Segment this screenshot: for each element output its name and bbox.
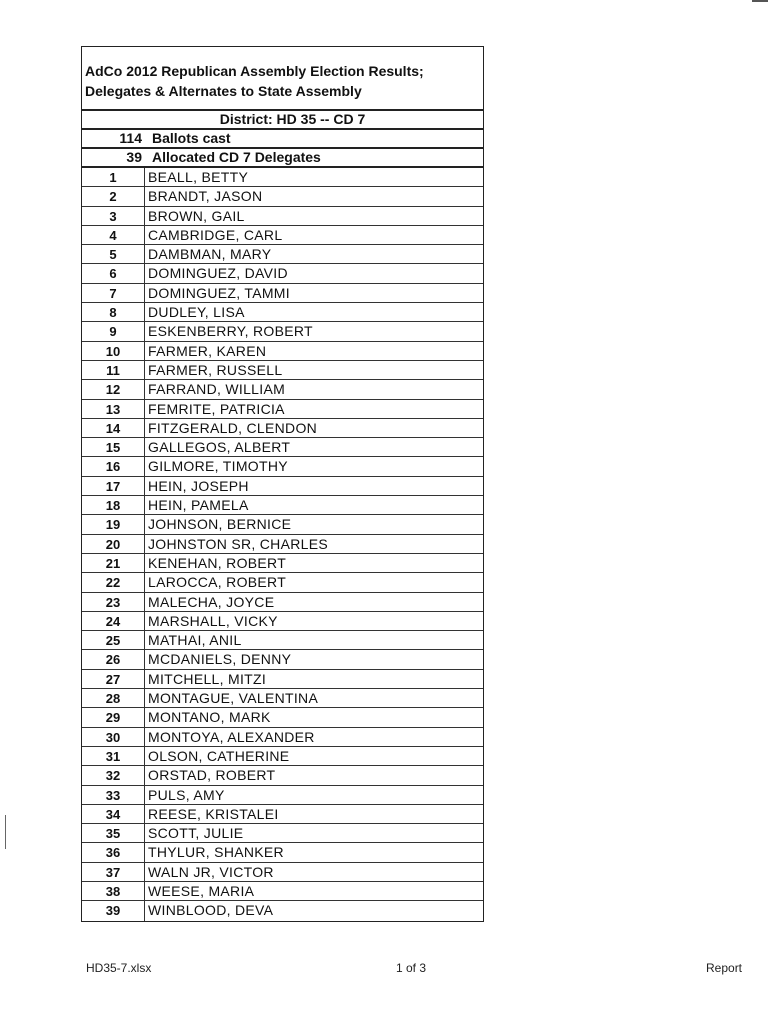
delegate-name: MONTANO, MARK <box>148 709 271 726</box>
table-row <box>82 824 483 843</box>
delegate-number: 21 <box>82 554 145 572</box>
table-row <box>82 187 483 206</box>
delegate-number: 30 <box>82 728 145 746</box>
delegate-name: CAMBRIDGE, CARL <box>148 226 283 243</box>
delegate-number: 36 <box>82 843 145 861</box>
delegate-name: FARRAND, WILLIAM <box>148 381 286 398</box>
table-row <box>82 593 483 612</box>
delegate-number: 3 <box>82 207 145 225</box>
delegate-name: DOMINGUEZ, TAMMI <box>148 284 290 301</box>
table-row <box>82 361 483 380</box>
delegate-number: 18 <box>82 496 145 514</box>
delegate-number: 9 <box>82 322 145 340</box>
delegate-name: WALN JR, VICTOR <box>148 863 274 880</box>
table-row <box>82 168 483 187</box>
table-row <box>82 342 483 361</box>
delegate-name: FITZGERALD, CLENDON <box>148 419 318 436</box>
table-row <box>82 689 483 708</box>
table-row <box>82 573 483 592</box>
delegate-name: FARMER, RUSSELL <box>148 361 283 378</box>
table-row <box>82 650 483 669</box>
delegate-number: 5 <box>82 245 145 263</box>
delegate-name: MALECHA, JOYCE <box>148 593 275 610</box>
delegate-name: LAROCCA, ROBERT <box>148 574 287 591</box>
delegate-number: 37 <box>82 863 145 881</box>
delegate-name: REESE, KRISTALEI <box>148 805 279 822</box>
delegate-name: FEMRITE, PATRICIA <box>148 400 285 417</box>
delegate-number: 4 <box>82 226 145 244</box>
table-row <box>82 747 483 766</box>
delegate-name: MITCHELL, MITZI <box>148 670 267 687</box>
delegate-number: 32 <box>82 766 145 784</box>
delegate-name: BRANDT, JASON <box>148 188 263 205</box>
table-row <box>82 264 483 283</box>
ballots-count: 114 <box>119 130 142 146</box>
delegate-number: 16 <box>82 457 145 475</box>
delegate-number: 12 <box>82 380 145 398</box>
table-row <box>82 322 483 341</box>
title-line-2: Delegates & Alternates to State Assembly <box>85 83 362 99</box>
footer-page-number: 1 of 3 <box>396 961 427 975</box>
district-header: District: HD 35 -- CD 7 <box>82 111 483 130</box>
table-row <box>82 670 483 689</box>
delegate-number: 2 <box>82 187 145 205</box>
title-line-1: AdCo 2012 Republican Assembly Election Results; <box>85 63 424 79</box>
delegate-number: 38 <box>82 882 145 900</box>
delegate-name: ESKENBERRY, ROBERT <box>148 323 313 340</box>
delegate-name: FARMER, KAREN <box>148 342 267 359</box>
delegate-name: MARSHALL, VICKY <box>148 612 278 629</box>
table-row <box>82 438 483 457</box>
table-row <box>82 766 483 785</box>
delegate-name: HEIN, PAMELA <box>148 497 249 514</box>
allocated-count: 39 <box>126 149 142 165</box>
delegate-number: 34 <box>82 805 145 823</box>
delegate-number: 24 <box>82 612 145 630</box>
delegate-number: 14 <box>82 419 145 437</box>
scan-side-mark <box>5 815 6 849</box>
table-row <box>82 612 483 631</box>
delegate-number: 25 <box>82 631 145 649</box>
delegate-number: 28 <box>82 689 145 707</box>
delegate-name: WEESE, MARIA <box>148 882 255 899</box>
delegate-name: BROWN, GAIL <box>148 207 245 224</box>
table-row <box>82 207 483 226</box>
delegate-name: KENEHAN, ROBERT <box>148 554 287 571</box>
delegate-name: MCDANIELS, DENNY <box>148 651 292 668</box>
table-row <box>82 380 483 399</box>
delegate-number: 11 <box>82 361 145 379</box>
table-row <box>82 477 483 496</box>
delegate-number: 39 <box>82 901 145 920</box>
delegate-name: DOMINGUEZ, DAVID <box>148 265 288 282</box>
footer-filename: HD35-7.xlsx <box>86 961 152 975</box>
delegate-number: 20 <box>82 535 145 553</box>
delegate-name: SCOTT, JULIE <box>148 825 244 842</box>
delegate-name: THYLUR, SHANKER <box>148 844 284 861</box>
table-row <box>82 496 483 515</box>
delegate-number: 17 <box>82 477 145 495</box>
table-row <box>82 245 483 264</box>
delegate-table <box>82 168 483 921</box>
delegate-name: OLSON, CATHERINE <box>148 747 290 764</box>
delegate-name: HEIN, JOSEPH <box>148 477 249 494</box>
delegate-number: 13 <box>82 400 145 418</box>
table-row <box>82 843 483 862</box>
delegate-number: 8 <box>82 303 145 321</box>
delegate-number: 19 <box>82 515 145 533</box>
allocated-row <box>82 149 483 168</box>
table-row <box>82 535 483 554</box>
delegate-name: DAMBMAN, MARY <box>148 246 272 263</box>
table-row <box>82 708 483 727</box>
table-row <box>82 554 483 573</box>
table-row <box>82 419 483 438</box>
table-row <box>82 284 483 303</box>
delegate-name: PULS, AMY <box>148 786 225 803</box>
table-row <box>82 786 483 805</box>
delegate-number: 35 <box>82 824 145 842</box>
delegate-name: GILMORE, TIMOTHY <box>148 458 288 475</box>
table-row <box>82 631 483 650</box>
delegate-number: 31 <box>82 747 145 765</box>
table-row <box>82 400 483 419</box>
delegate-name: JOHNSTON SR, CHARLES <box>148 535 328 552</box>
delegate-name: WINBLOOD, DEVA <box>148 902 274 919</box>
table-row <box>82 901 483 920</box>
delegate-name: MONTOYA, ALEXANDER <box>148 728 315 745</box>
delegate-number: 22 <box>82 573 145 591</box>
table-row <box>82 226 483 245</box>
delegate-number: 29 <box>82 708 145 726</box>
scan-edge-mark <box>752 0 768 2</box>
delegate-name: DUDLEY, LISA <box>148 304 245 321</box>
table-row <box>82 515 483 534</box>
allocated-label: Allocated CD 7 Delegates <box>152 149 321 165</box>
delegate-number: 26 <box>82 650 145 668</box>
delegate-number: 10 <box>82 342 145 360</box>
delegate-name: GALLEGOS, ALBERT <box>148 439 291 456</box>
delegate-number: 33 <box>82 786 145 804</box>
title-box <box>82 47 483 111</box>
delegate-name: MATHAI, ANIL <box>148 632 242 649</box>
delegate-name: MONTAGUE, VALENTINA <box>148 690 319 707</box>
table-row <box>82 882 483 901</box>
table-row <box>82 457 483 476</box>
delegate-name: JOHNSON, BERNICE <box>148 516 292 533</box>
delegate-name: BEALL, BETTY <box>148 169 249 185</box>
delegate-number: 27 <box>82 670 145 688</box>
results-sheet <box>81 46 484 922</box>
delegate-number: 7 <box>82 284 145 302</box>
table-row <box>82 863 483 882</box>
delegate-number: 6 <box>82 264 145 282</box>
delegate-number: 23 <box>82 593 145 611</box>
table-row <box>82 805 483 824</box>
delegate-number: 15 <box>82 438 145 456</box>
ballots-row <box>82 130 483 149</box>
table-row <box>82 728 483 747</box>
ballots-label: Ballots cast <box>152 130 231 146</box>
footer-report: Report <box>706 961 743 975</box>
delegate-number: 1 <box>82 168 145 186</box>
delegate-name: ORSTAD, ROBERT <box>148 767 276 784</box>
table-row <box>82 303 483 322</box>
